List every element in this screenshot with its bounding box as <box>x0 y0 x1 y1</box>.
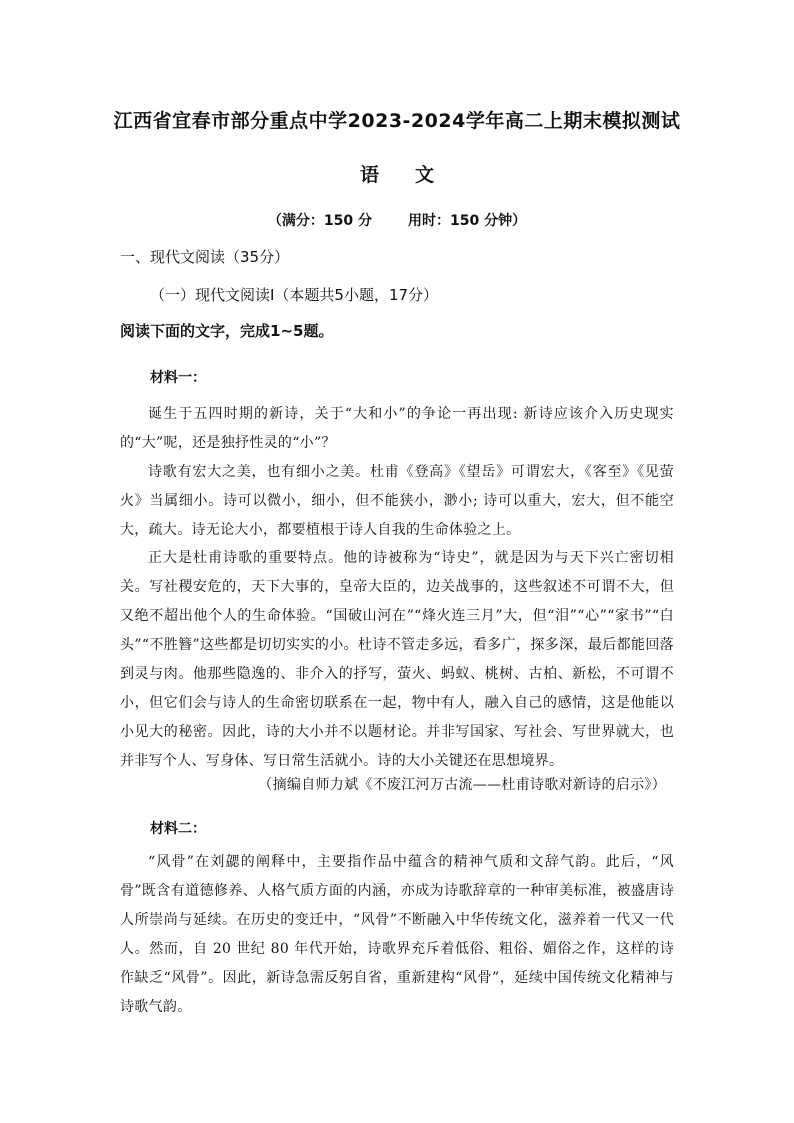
material-1-paragraph-2: 诗歌有宏大之美，也有细小之美。杜甫《登高》《望岳》可谓宏大，《客至》《见萤火》当属细小。诗可以微小，细小，但不能狭小，渺小; 诗可以重大，宏大，但不能空大，疏大。诗无论大小，都要植根于诗人自我的生命体验之上。 <box>120 464 674 538</box>
material-1-paragraph-3: 正大是杜甫诗歌的重要特点。他的诗被称为“诗史”，就是因为与天下兴亡密切相关。写社稷安危的，天下大事的，皇帝大臣的，边关战事的，这些叙述不可谓不大，但又绝不超出他个人的生命体验。“国破山河在”“烽火连三月”大，但“泪”“心”“家书”“白头”“不胜簪”这些都是切切实实的小。杜诗不管走多远，看多广，探多深，最后都能回落到灵与肉。他那些隐逸的、非介入的抒写，萤火、蚂蚁、桃树、古柏、新松，不可谓不小，但它们会与诗人的生命密切联系在一起，物中有人，融入自己的感情，这是他能以小见大的秘密。因此，诗的大小并不以题材论。并非写国家、写社会、写世界就大，也并非写个人、写身体、写日常生活就小。诗的大小关键还在思想境界。 <box>120 550 674 769</box>
duration: 用时：150 分钟） <box>408 213 527 229</box>
material-1-source: （摘编自师力斌《不废江河万古流——杜甫诗歌对新诗的启示》） <box>258 777 666 793</box>
material-1-label: 材料一： <box>150 370 206 386</box>
section-heading-part1: 一、现代文阅读（35分） <box>120 248 290 266</box>
reading-instruction: 阅读下面的文字，完成1~5题。 <box>120 322 334 340</box>
material-2-paragraph-1: “风骨”在刘勰的阐释中，主要指作品中蕴含的精神气质和文辞气韵。此后，“风骨”既含有道德修养、人格气质方面的内涵，亦成为诗歌辞章的一种审美标准，被盛唐诗人所崇尚与延续。在历史的变迁中，“风骨”不断融入中华传统文化，滋养着一代又一代人。然而，自 20 世纪 80 年代开始，诗歌界充斥着低俗、粗俗、媚俗之作，这样的诗作缺乏“风骨”。因此，新诗急需反躬自省，重新建构“风骨”，延续中国传统文化精神与诗歌气韵。 <box>120 854 674 1015</box>
subject-heading <box>0 160 794 187</box>
subject-char-2: 文 <box>415 164 435 186</box>
section-heading-reading1: （一）现代文阅读Ⅰ（本题共5小题，17分） <box>150 286 439 304</box>
full-score: （满分：150 分 <box>267 213 372 229</box>
exam-meta <box>0 210 794 230</box>
material-1-paragraph-1: 诞生于五四时期的新诗，关于“大和小”的争论一再出现: 新诗应该介入历史现实的“大”呢，还是独抒性灵的“小”？ <box>120 406 674 451</box>
exam-title: 江西省宜春市部分重点中学2023-2024学年高二上期末模拟测试 <box>113 110 681 132</box>
material-2-label: 材料二： <box>150 821 206 837</box>
subject-char-1: 语 <box>359 164 379 186</box>
